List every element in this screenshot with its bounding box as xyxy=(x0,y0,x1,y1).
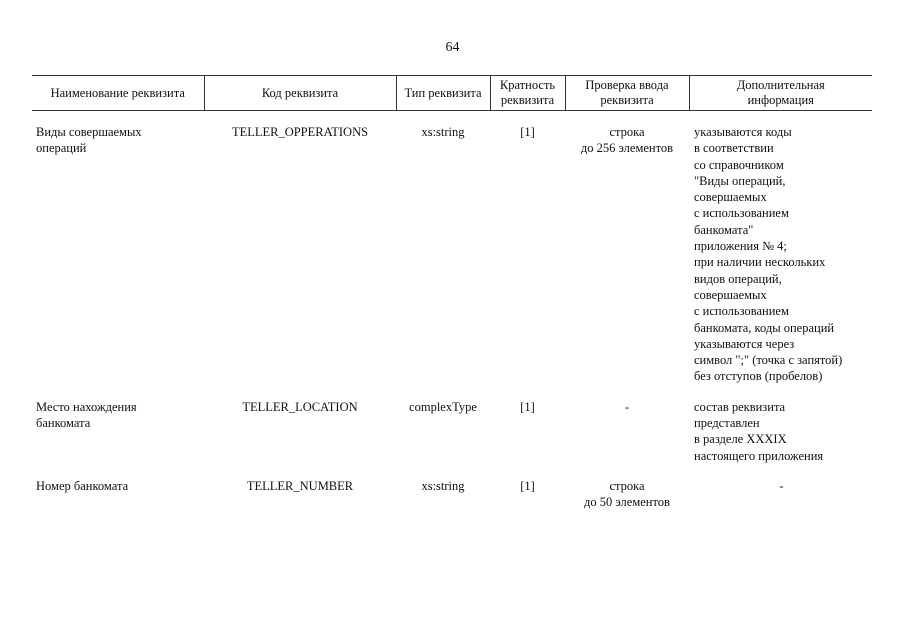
page-number: 64 xyxy=(445,40,460,55)
cell-info-line: "Виды операций, xyxy=(694,173,786,188)
header-type xyxy=(396,76,490,111)
cell-info-line: без отступов (пробелов) xyxy=(694,369,823,384)
cell-info-line: в соответствии xyxy=(694,141,774,156)
cell-info-line: указываются через xyxy=(694,336,795,351)
cell-type: xs:string xyxy=(421,125,465,139)
cell-code: TELLER_LOCATION xyxy=(242,399,358,414)
cell-check-line: до 50 элементов xyxy=(584,495,670,510)
cell-name-line: Место нахождения xyxy=(36,399,137,414)
cell-info-line: приложения № 4; xyxy=(694,239,787,254)
cell-name-line: Номер банкомата xyxy=(36,478,129,493)
cell-info-line: с использованием xyxy=(694,304,789,319)
header-check xyxy=(565,76,689,111)
cell-info-line: видов операций, xyxy=(694,271,782,286)
cell-name xyxy=(32,478,204,511)
header-type-text: Тип реквизита xyxy=(404,85,482,100)
cell-info-line: указываются коды xyxy=(694,125,792,139)
header-check-line-1: Проверка ввода xyxy=(585,78,669,92)
cell-multiplicity: [1] xyxy=(520,478,535,493)
requisites-table xyxy=(32,75,872,511)
cell-check-line: строка xyxy=(609,125,645,139)
cell-check-line: - xyxy=(624,399,630,414)
header-code xyxy=(204,76,396,111)
cell-info-line: со справочником xyxy=(694,157,784,172)
table-header-row xyxy=(32,76,872,111)
cell-name-line: банкомата xyxy=(36,416,91,431)
cell-info-line: символ ";" (точка с запятой) xyxy=(694,353,843,368)
cell-info xyxy=(689,111,872,399)
cell-name xyxy=(32,111,204,399)
cell-info-line: банкомата" xyxy=(694,222,754,237)
cell-name xyxy=(32,399,204,478)
cell-check xyxy=(565,399,689,478)
header-check-line-2: реквизита xyxy=(600,93,654,107)
cell-info xyxy=(689,399,872,478)
cell-multiplicity: [1] xyxy=(520,399,535,414)
cell-code: TELLER_OPPERATIONS xyxy=(231,125,369,139)
cell-info-line: при наличии нескольких xyxy=(694,255,826,270)
cell-info-line: состав реквизита xyxy=(694,399,786,414)
header-name xyxy=(32,76,204,111)
cell-name-line: Виды совершаемых xyxy=(36,125,142,139)
header-multiplicity-line-2: реквизита xyxy=(500,93,555,107)
cell-check xyxy=(565,111,689,399)
cell-name-line: операций xyxy=(36,141,87,156)
cell-check-line: до 256 элементов xyxy=(580,141,674,156)
cell-check xyxy=(565,478,689,511)
header-name-text: Наименование реквизита xyxy=(50,85,185,100)
cell-info xyxy=(689,478,872,511)
header-info-line-1: Дополнительная xyxy=(736,78,825,92)
cell-info-line: в разделе XXXIX xyxy=(694,432,787,447)
header-info-line-2: информация xyxy=(747,93,814,107)
cell-info-line: настоящего приложения xyxy=(694,448,824,463)
cell-multiplicity: [1] xyxy=(520,125,535,139)
cell-code: TELLER_NUMBER xyxy=(246,478,354,493)
cell-type: complexType xyxy=(409,399,477,414)
table-row xyxy=(32,399,872,478)
cell-type: xs:string xyxy=(421,478,465,493)
cell-info-line: - xyxy=(779,478,784,493)
cell-info-line: банкомата, коды операций xyxy=(694,320,835,335)
cell-check-line: строка xyxy=(609,478,645,493)
header-multiplicity xyxy=(490,76,565,111)
header-info xyxy=(689,76,872,111)
cell-info-line: представлен xyxy=(694,416,760,431)
table-row xyxy=(32,111,872,399)
header-code-text: Код реквизита xyxy=(261,85,339,100)
cell-info-line: совершаемых xyxy=(694,287,767,302)
cell-info-line: с использованием xyxy=(694,206,789,221)
header-multiplicity-line-1: Кратность xyxy=(499,78,556,92)
table-row xyxy=(32,478,872,511)
cell-info-line: совершаемых xyxy=(694,190,767,205)
